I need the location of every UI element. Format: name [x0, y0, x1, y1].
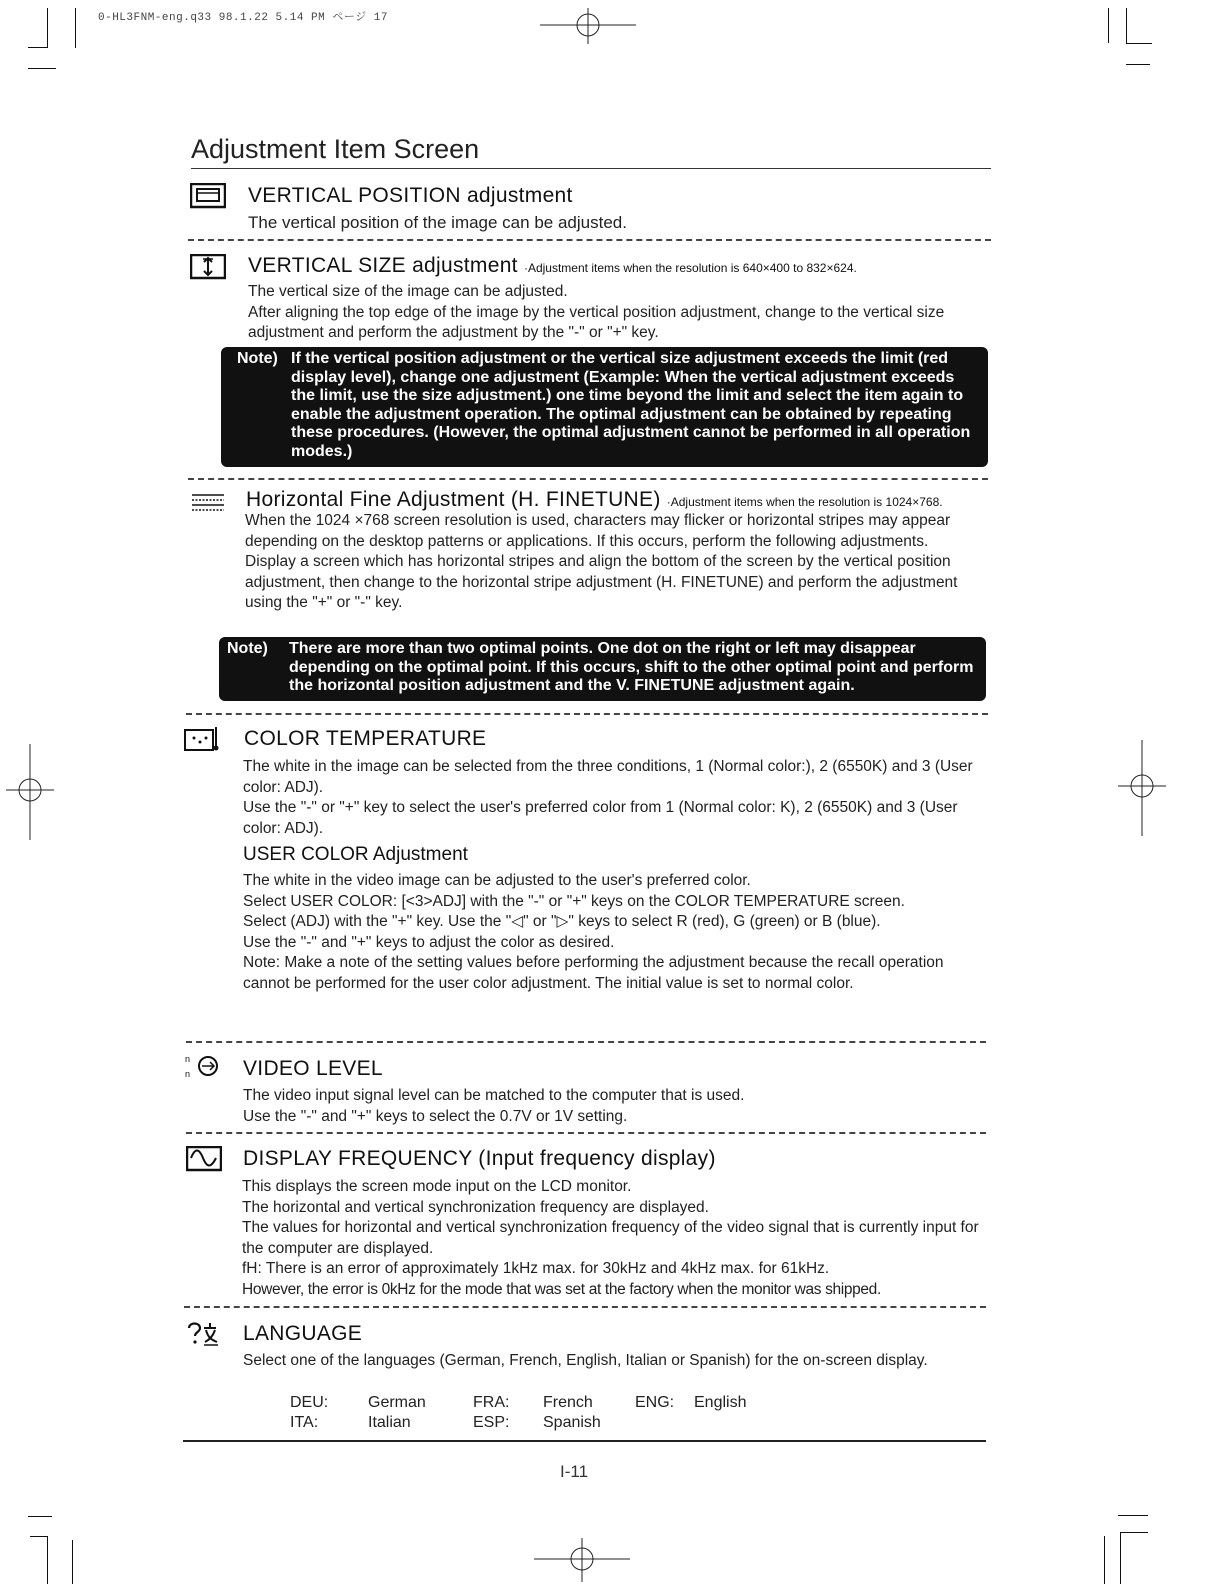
paragraph: The horizontal and vertical synchronization frequency are displayed.: [242, 1198, 709, 1216]
paragraph: This displays the screen mode input on the LCD monitor.: [242, 1178, 632, 1195]
section-divider: [188, 239, 991, 241]
crop-mark: [1126, 43, 1152, 44]
video-level-icon: [184, 1052, 220, 1078]
user-color-title: USER COLOR Adjustment: [243, 844, 468, 865]
page-title: Adjustment Item Screen: [191, 134, 480, 164]
paragraph: Use the "-" and "+" keys to adjust the color as desired.: [243, 933, 615, 951]
language-code: ENG:: [635, 1394, 675, 1411]
vertical-position-title: VERTICAL POSITION adjustment: [248, 184, 573, 207]
crop-mark: [28, 1516, 52, 1517]
paragraph: The white in the image can be selected from the three conditions, 1 (Normal color:), 2 (6550K) and 3 (User color: ADJ).: [243, 758, 973, 796]
paragraph: Use the "-" or "+" key to select the user's preferred color from 1 (Normal color: K), 2 (6550K) and 3 (User color: ADJ).: [243, 799, 958, 837]
note-text: If the vertical position adjustment or the vertical size adjustment exceeds the limit (red display level), change one adjustment (Example: When the vertical adjustment exceeds the limit, use the size adjustment.) one time beyond the limit and select the item again to enable the adjustment operation. The optimal adjustment can be obtained by repeating these procedures. (However, the optimal adjustment cannot be performed in all operation modes.): [291, 350, 971, 460]
section-divider: [186, 1041, 986, 1043]
video-level-body: [243, 1086, 988, 1127]
paragraph: Select (ADJ) with the "+" key. Use the "◁" or "▷" keys to select R (red), G (green) or B (blue).: [243, 913, 881, 930]
note-text: There are more than two optimal points. One dot on the right or left may disappear depending on the optimal point. If this occurs, shift to the other optimal point and perform the horizontal position adjustment and the V. FINETUNE adjustment again.: [289, 640, 974, 694]
crop-mark: [1126, 64, 1150, 65]
svg-text:n: n: [185, 1069, 191, 1078]
language-code: FRA:: [473, 1394, 510, 1411]
language-codes: [0, 1392, 1224, 1436]
language-body: [243, 1351, 983, 1372]
print-header: 0-HL3FNM-eng.q33 98.1.22 5.14 PM ページ 17: [98, 12, 388, 24]
paragraph: The video input signal level can be matched to the computer that is used.: [243, 1087, 745, 1104]
display-frequency-body: [242, 1177, 992, 1300]
language-code: ITA:: [290, 1414, 319, 1431]
horizontal-finetune-icon: [190, 490, 226, 516]
paragraph: The values for horizontal and vertical synchronization frequency of the video signal that is currently input for the computer are displayed.: [242, 1219, 979, 1257]
language-icon: [186, 1320, 222, 1346]
registration-mark-right: [1116, 740, 1168, 836]
crop-mark: [1120, 1532, 1148, 1533]
crop-mark: [30, 1536, 48, 1537]
language-code: DEU:: [290, 1394, 329, 1411]
section-divider: [186, 713, 988, 715]
crop-mark: [1118, 1515, 1148, 1516]
crop-mark: [1120, 1532, 1121, 1584]
paragraph: However, the error is 0kHz for the mode that was set at the factory when the monitor was shipped.: [242, 1280, 881, 1298]
section-divider: [186, 1132, 986, 1134]
hfinetune-note-box: [219, 637, 986, 701]
paragraph: Use the "-" and "+" keys to select the 0.7V or 1V setting.: [243, 1107, 628, 1125]
display-frequency-title: DISPLAY FREQUENCY (Input frequency display): [243, 1147, 716, 1170]
vertical-size-title: [248, 254, 857, 278]
note-label: Note): [237, 350, 278, 367]
section-divider: [188, 478, 988, 480]
hfinetune-note: ·Adjustment items when the resolution is 1024×768.: [666, 495, 943, 509]
vertical-size-note: ·Adjustment items when the resolution is 640×400 to 832×624.: [523, 261, 857, 275]
hfinetune-title: [246, 488, 943, 512]
color-temperature-body: [243, 757, 988, 839]
video-level-title: VIDEO LEVEL: [243, 1057, 383, 1080]
footer-rule: [183, 1440, 986, 1442]
crop-mark: [47, 8, 48, 48]
paragraph: Select one of the languages (German, French, English, Italian or Spanish) for the on-screen display.: [243, 1352, 928, 1369]
note-label: Note): [227, 640, 268, 657]
paragraph: The white in the video image can be adjusted to the user's preferred color.: [243, 872, 751, 889]
crop-mark: [72, 1540, 73, 1584]
language-name: English: [694, 1394, 747, 1411]
display-frequency-icon: [186, 1146, 222, 1172]
crop-mark: [28, 68, 56, 69]
vertical-size-body: [248, 282, 983, 344]
paragraph: The vertical position of the image can be adjusted.: [248, 213, 627, 232]
hfinetune-body: [245, 511, 980, 614]
language-name: Italian: [368, 1414, 411, 1431]
page-number: I-11: [560, 1462, 589, 1481]
hfinetune-title-text: Horizontal Fine Adjustment (H. FINETUNE): [246, 488, 661, 511]
crop-mark: [1104, 1536, 1105, 1584]
paragraph: After aligning the top edge of the image by the vertical position adjustment, change to the vertical size adjustment and perform the adjustment by the "-" or "+" key.: [248, 303, 945, 341]
color-temperature-icon: [184, 726, 220, 752]
paragraph: Note: Make a note of the setting values before performing the adjustment because the recall operation cannot be performed for the user color adjustment. The initial value is set to normal color.: [243, 954, 944, 992]
vertical-size-note-box: [221, 347, 988, 467]
paragraph: Select USER COLOR: [<3>ADJ] with the "-" or "+" keys on the COLOR TEMPERATURE screen.: [243, 892, 905, 910]
paragraph: fH: There is an error of approximately 1kHz max. for 30kHz and 4kHz max. for 61kHz.: [242, 1260, 830, 1277]
title-rule: [191, 168, 991, 169]
registration-mark-top: [540, 6, 636, 46]
language-code: ESP:: [473, 1414, 510, 1431]
crop-mark: [75, 8, 76, 48]
language-title: LANGUAGE: [243, 1322, 363, 1345]
section-divider: [184, 1306, 986, 1308]
paragraph: The vertical size of the image can be adjusted.: [248, 283, 568, 300]
vertical-position-icon: [190, 183, 226, 209]
language-name: French: [543, 1394, 593, 1411]
vertical-size-title-text: VERTICAL SIZE adjustment: [248, 254, 518, 277]
paragraph: Display a screen which has horizontal stripes and align the bottom of the screen by the vertical position adjustment, then change to the horizontal stripe adjustment (H. FINETUNE) and perform the adjustment using the "+" or "-" key.: [245, 553, 958, 611]
paragraph: When the 1024 ×768 screen resolution is used, characters may flicker or horizontal stripes may appear depending on the desktop patterns or applications. If this occurs, perform the following adjustments.: [245, 512, 951, 550]
language-name: Spanish: [543, 1414, 601, 1431]
crop-mark: [47, 1536, 48, 1584]
vertical-size-icon: [190, 254, 226, 280]
crop-mark: [1126, 8, 1127, 44]
crop-mark: [28, 47, 48, 48]
crop-mark: [1108, 8, 1109, 43]
color-temperature-title: COLOR TEMPERATURE: [244, 727, 487, 750]
svg-text:n: n: [185, 1054, 191, 1064]
registration-mark-left: [4, 744, 56, 840]
registration-mark-bottom: [534, 1536, 630, 1584]
vertical-position-body: [248, 213, 988, 234]
user-color-body: [243, 871, 988, 994]
language-name: German: [368, 1394, 426, 1411]
